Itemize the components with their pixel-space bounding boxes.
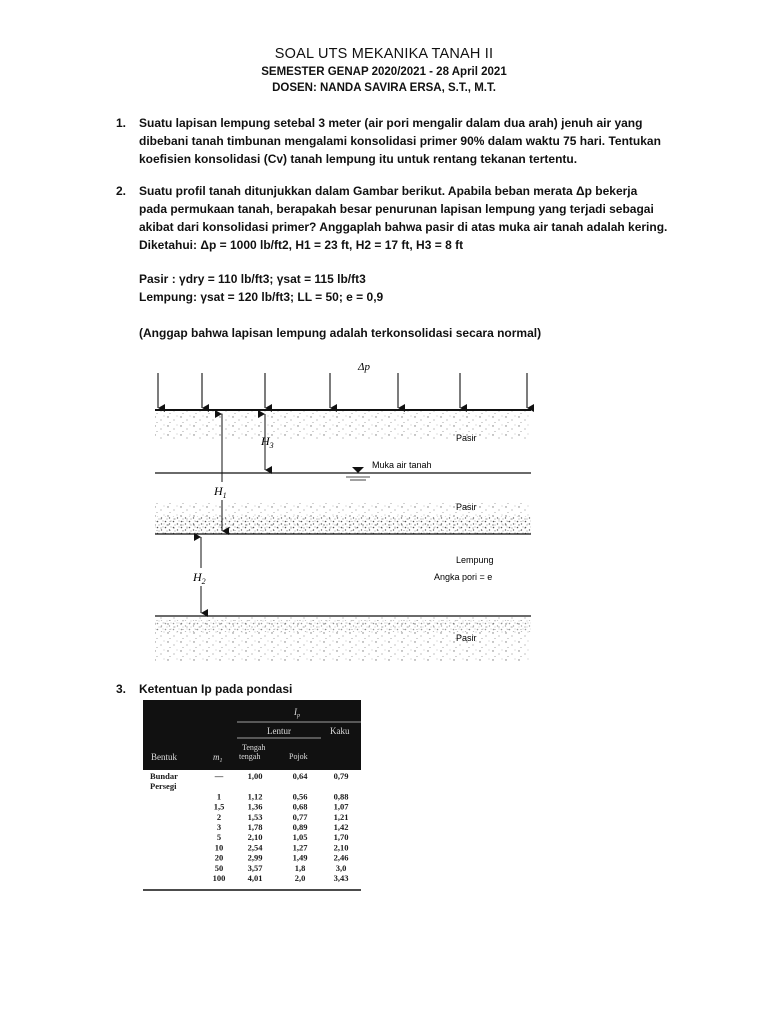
center-header: Tengah	[242, 743, 266, 752]
exam-semester: SEMESTER GENAP 2020/2021 - 28 April 2021	[261, 66, 507, 78]
table-cell-corner: 2,0	[294, 873, 306, 883]
table-cell-m: —	[214, 771, 224, 781]
table-cell-m: 3	[216, 822, 222, 832]
question-1-line: koefisien konsolidasi (Cv) tanah lempung itu untuk rentang tekanan tertentu.	[139, 152, 578, 166]
table-cell-rigid: 1,21	[333, 811, 349, 822]
table-cell-m: 2	[216, 811, 222, 822]
table-cell-center: 2,10	[247, 832, 263, 843]
table-cell-corner: 0,89	[292, 822, 308, 832]
table-cell-rigid: 2,46	[333, 852, 349, 863]
table-cell-corner: 0,77	[292, 811, 308, 822]
table-cell-m: 1	[216, 791, 222, 802]
table-cell-center: 2,54	[247, 842, 263, 853]
h1-label: $H_1$	[214, 484, 227, 500]
question-3-title: Ketentuan Ip pada pondasi	[139, 682, 293, 696]
table-cell-corner: 1,49	[292, 852, 308, 863]
table-cell-center: 3,57	[247, 862, 263, 873]
table-cell-rigid: 2,10	[333, 842, 349, 853]
question-1-number: 1.	[116, 116, 127, 130]
exam-lecturer: DOSEN: NANDA SAVIRA ERSA, S.T., M.T.	[272, 82, 496, 94]
question-2-clay-props: Lempung: γsat = 120 lb/ft3; LL = 50; e = 0,9	[139, 290, 384, 304]
sand-bottom-label: Pasir	[456, 633, 477, 643]
ip-table	[143, 700, 361, 892]
table-row	[217, 812, 349, 822]
ip-header: $I_p$	[294, 707, 300, 719]
table-row	[217, 822, 349, 832]
table-cell-rigid: 3,43	[333, 873, 349, 883]
table-cell-rigid: 1,07	[333, 801, 349, 812]
soil-profile-figure	[140, 352, 544, 664]
m-header: $m_1$	[213, 752, 223, 764]
question-1-line: Suatu lapisan lempung setebal 3 meter (air pori mengalir dalam dua arah) jenuh air yang	[139, 116, 643, 130]
question-2-line: pada permukaan tanah, berapakah besar penurunan lapisan lempung yang terjadi sebagai	[139, 202, 654, 216]
flexible-header: Lentur	[267, 726, 291, 736]
table-cell-m: 5	[216, 832, 222, 843]
question-2-line: akibat dari konsolidasi primer? Anggaplah bahwa pasir di atas muka air tanah adalah kering.	[139, 220, 668, 234]
corner-header: Pojok	[289, 752, 308, 761]
table-cell-center: 1,53	[247, 811, 263, 822]
h3-label: $H_3$	[261, 434, 274, 450]
water-table-icon	[352, 467, 364, 473]
table-row	[215, 842, 349, 852]
table-cell-rigid: 1,42	[333, 822, 349, 832]
table-cell-center: 1,00	[247, 771, 263, 781]
table-row	[217, 791, 349, 801]
water-table-label: Muka air tanah	[372, 460, 432, 470]
question-2-given: Diketahui: Δp = 1000 lb/ft2, H1 = 23 ft, H2 = 17 ft, H3 = 8 ft	[139, 238, 464, 252]
table-cell-m: 20	[214, 852, 224, 863]
void-ratio-label: Angka pori = e	[434, 572, 493, 582]
table-cell-corner: 1,27	[292, 842, 308, 853]
exam-title: SOAL UTS MEKANIKA TANAH II	[274, 46, 494, 62]
table-cell-rigid: 0,88	[333, 791, 349, 802]
table-cell-center: 2,99	[247, 852, 263, 863]
table-cell-corner: 0,68	[292, 801, 308, 812]
clay-label: Lempung	[456, 555, 494, 565]
center-header-line2: tengah	[239, 752, 261, 761]
table-cell-rigid: 1,70	[333, 832, 349, 843]
question-3-number: 3.	[116, 682, 127, 696]
table-row	[215, 853, 349, 863]
table-row	[150, 771, 348, 781]
table-cell-shape: Persegi	[150, 781, 177, 792]
table-cell-m: 10	[214, 842, 224, 853]
shape-header: Bentuk	[151, 752, 177, 762]
table-row	[213, 873, 349, 883]
rigid-header: Kaku	[330, 726, 350, 736]
h2-label: $H_2$	[193, 570, 206, 586]
table-cell-center: 1,36	[247, 801, 263, 812]
table-row	[150, 781, 177, 791]
ip-table-body	[150, 771, 349, 883]
table-cell-corner: 0,56	[292, 791, 308, 802]
table-cell-rigid: 3,0	[335, 862, 347, 873]
table-cell-m: 100	[212, 873, 226, 883]
load-arrows	[158, 373, 527, 408]
table-row	[215, 863, 347, 873]
question-2-line: Suatu profil tanah ditunjukkan dalam Gambar berikut. Apabila beban merata Δp bekerja	[139, 184, 638, 198]
question-1-line: dibebani tanah timbunan mengalami konsolidasi primer 90% dalam waktu 75 hari. Tentukan	[139, 134, 661, 148]
question-2-sand-props: Pasir : γdry = 110 lb/ft3; γsat = 115 lb/ft3	[139, 272, 366, 286]
table-cell-corner: 0,64	[292, 771, 308, 781]
table-cell-center: 1,12	[247, 791, 263, 802]
table-cell-center: 4,01	[247, 873, 263, 883]
table-cell-rigid: 0,79	[333, 771, 349, 781]
table-cell-m: 1,5	[213, 801, 225, 812]
table-cell-corner: 1,8	[294, 862, 306, 873]
sand-top-label: Pasir	[456, 433, 477, 443]
table-cell-m: 50	[214, 862, 224, 873]
sand-middle-label: Pasir	[456, 502, 477, 512]
question-2-number: 2.	[116, 184, 127, 198]
table-row	[214, 802, 350, 812]
load-label: Δp	[358, 361, 370, 373]
table-cell-corner: 1,05	[292, 832, 308, 843]
question-2-note: (Anggap bahwa lapisan lempung adalah terkonsolidasi secara normal)	[139, 326, 542, 340]
table-cell-shape: Bundar	[150, 771, 178, 781]
table-cell-center: 1,78	[247, 822, 263, 832]
table-row	[217, 832, 349, 842]
